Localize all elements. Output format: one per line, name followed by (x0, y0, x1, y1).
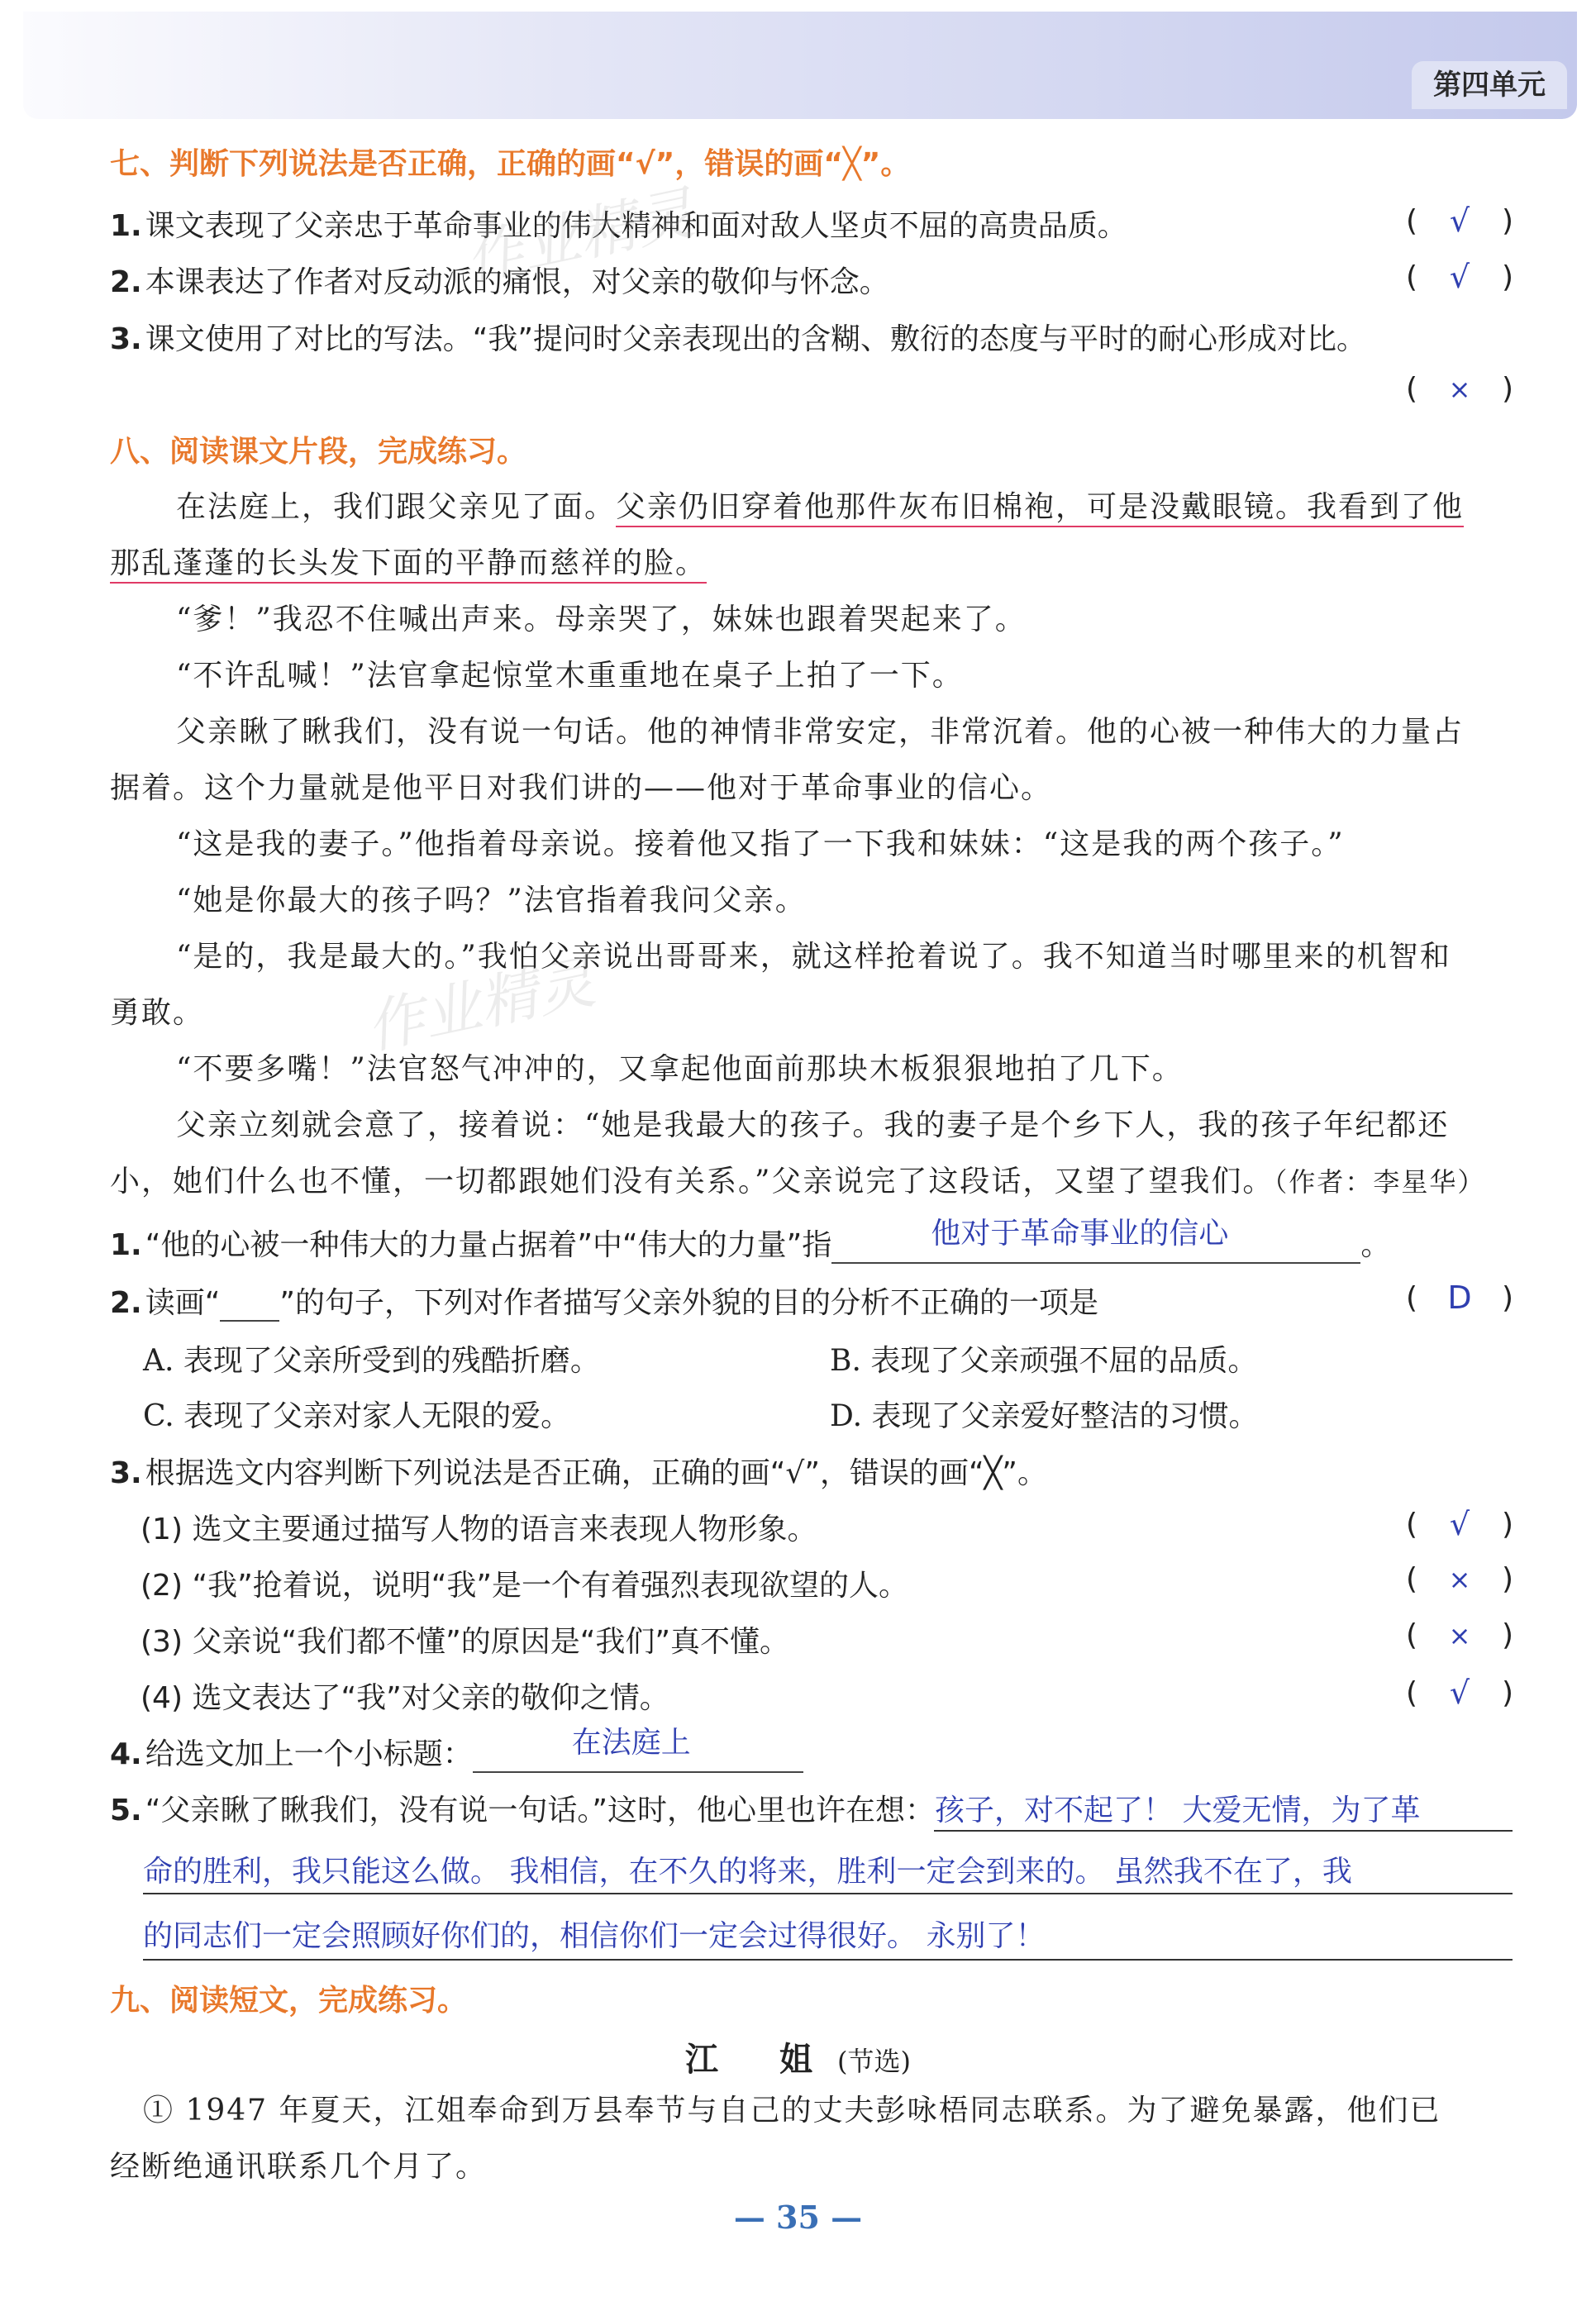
s8-question-2: 2. 读画“ ”的句子，下列对作者描写父亲外貌的目的分析不正确的一项是 (110, 1286, 1099, 1320)
q3-answer-1: ( √ ) (1406, 1506, 1513, 1542)
article-title: 江 姐(节选) (685, 2041, 911, 2079)
q3-answer-2: ( × ) (1406, 1562, 1513, 1596)
answer-rule-3 (143, 1959, 1513, 1961)
q3-item-2: (2) “我”抢着说，说明“我”是一个有着强烈表现欲望的人。 (141, 1569, 909, 1603)
q5-answer-line-1: 孩子，对不起了！ 大爱无情，为了革 (935, 1794, 1421, 1827)
q3-item-4: (4) 选文表达了“我”对父亲的敬仰之情。 (141, 1681, 669, 1715)
s8-question-3: 3. 根据选文内容判断下列说法是否正确，正确的画“√”，错误的画“╳”。 (110, 1456, 1047, 1490)
q3-item-1: (1) 选文主要通过描写人物的语言来表现人物形象。 (141, 1513, 817, 1546)
page-number: — 35 — (733, 2199, 863, 2236)
author-credit: （作者：李星华） (1274, 1166, 1486, 1198)
s8-question-4: 4. 给选文加上一个小标题： 在法庭上 (110, 1731, 803, 1773)
q3-item-3: (3) 父亲说“我们都不懂”的原因是“我们”真不懂。 (141, 1625, 790, 1659)
s7-question-1: 1. 课文表现了父亲忠于革命事业的伟大精神和面对敌人坚贞不屈的高贵品质。 (110, 209, 1127, 243)
s7-question-2: 2. 本课表达了作者对反动派的痛恨，对父亲的敬仰与怀念。 (110, 265, 889, 299)
q3-answer-3: ( × ) (1406, 1618, 1513, 1652)
option-c: C. 表现了父亲对家人无限的爱。 (143, 1399, 571, 1433)
header-banner (23, 12, 1577, 119)
watermark: 作业精灵 (360, 947, 601, 1063)
q1-answer-blank[interactable]: 他对于革命事业的信心 (831, 1226, 1360, 1264)
option-d: D. 表现了父亲爱好整洁的习惯。 (830, 1399, 1259, 1433)
section-8-title: 八、阅读课文片段，完成练习。 (110, 435, 527, 469)
s7-answer-1: ( √ ) (1406, 203, 1513, 239)
underline-sample (220, 1295, 279, 1322)
q3-answer-4: ( √ ) (1406, 1675, 1513, 1711)
section-7-title: 七、判断下列说法是否正确，正确的画“√”，错误的画“╳”。 (110, 147, 911, 181)
option-a: A. 表现了父亲所受到的残酷折磨。 (143, 1344, 600, 1378)
option-b: B. 表现了父亲顽强不屈的品质。 (830, 1344, 1258, 1378)
q5-answer-line-2: 命的胜利，我只能这么做。 我相信，在不久的将来，胜利一定会到来的。 虽然我不在了，我 (143, 1855, 1352, 1889)
passage: 在法庭上，我们跟父亲见了面。父亲仍旧穿着他那件灰布旧棉袍，可是没戴眼镜。我看到了他 那乱蓬蓬的长头发下面的平静而慈祥的脸。 “爹！”我忍不住喊出声来。母亲哭了，妹妹也跟着哭起来了。 “不许乱喊！”法官拿起惊堂木重重地在桌子上拍了一下。 父亲瞅了瞅我们，没有说一句话。他的神情非常安定，非常沉着。他的心被一种伟大的力量占 据着。这个力量就是他平日对我们讲的——他对于革命事业的信心。 “这是我的妻子。”他指着母亲说。接着他又指了一下我和妹妹：“这是我的两个孩子。” “她是你最大的孩子吗？”法官指着我问父亲。 “是的，我是最大的。”我怕父亲说出哥哥来，就这样抢着说了。我不知道当时哪里来的机智和 勇敢。 “不要多嘴！”法官怒气冲冲的，又拿起他面前那块木板狠狠地拍了几下。 父亲立刻就会意了，接着说：“她是我最大的孩子。我的妻子是个乡下人，我的孩子年纪都还 小，她们什么也不懂，一切都跟她们没有关系。”父亲说完了这段话，又望了望我们。（作者：李星华） (110, 490, 1486, 1198)
s7-question-3: 3. 课文使用了对比的写法。“我”提问时父亲表现出的含糊、敷衍的态度与平时的耐心形成对比。 (110, 322, 1367, 356)
answer-rule-2 (143, 1893, 1513, 1894)
watermark: 作业精灵 (459, 179, 700, 294)
underlined-sentence: 父亲仍旧穿着他那件灰布旧棉袍，可是没戴眼镜。我看到了他 (616, 490, 1464, 527)
answer-rule-1 (934, 1830, 1513, 1832)
q4-answer-blank[interactable]: 在法庭上 (473, 1735, 803, 1773)
s8-question-5: 5. “父亲瞅了瞅我们，没有说一句话。”这时，他心里也许在想：孩子，对不起了！ 大爱无情，为了革 (110, 1794, 1421, 1827)
section-9-title: 九、阅读短文，完成练习。 (110, 1984, 468, 2018)
s8-question-1: 1. “他的心被一种伟大的力量占据着”中“伟大的力量”指 他对于革命事业的信心 。 (110, 1217, 1391, 1262)
s8-answer-2: ( D ) (1406, 1279, 1513, 1316)
q5-answer-line-3: 的同志们一定会照顾好你们的，相信你们一定会过得很好。 永别了！ (143, 1919, 1046, 1953)
s7-answer-3: ( × ) (1406, 372, 1513, 406)
article-passage: ① 1947 年夏天，江姐奉命到万县奉节与自己的丈夫彭咏梧同志联系。为了避免暴露，他们已 经断绝通讯联系几个月了。 (110, 2094, 1441, 2184)
s7-answer-2: ( √ ) (1406, 259, 1513, 295)
unit-label: 第四单元 (1412, 61, 1567, 109)
